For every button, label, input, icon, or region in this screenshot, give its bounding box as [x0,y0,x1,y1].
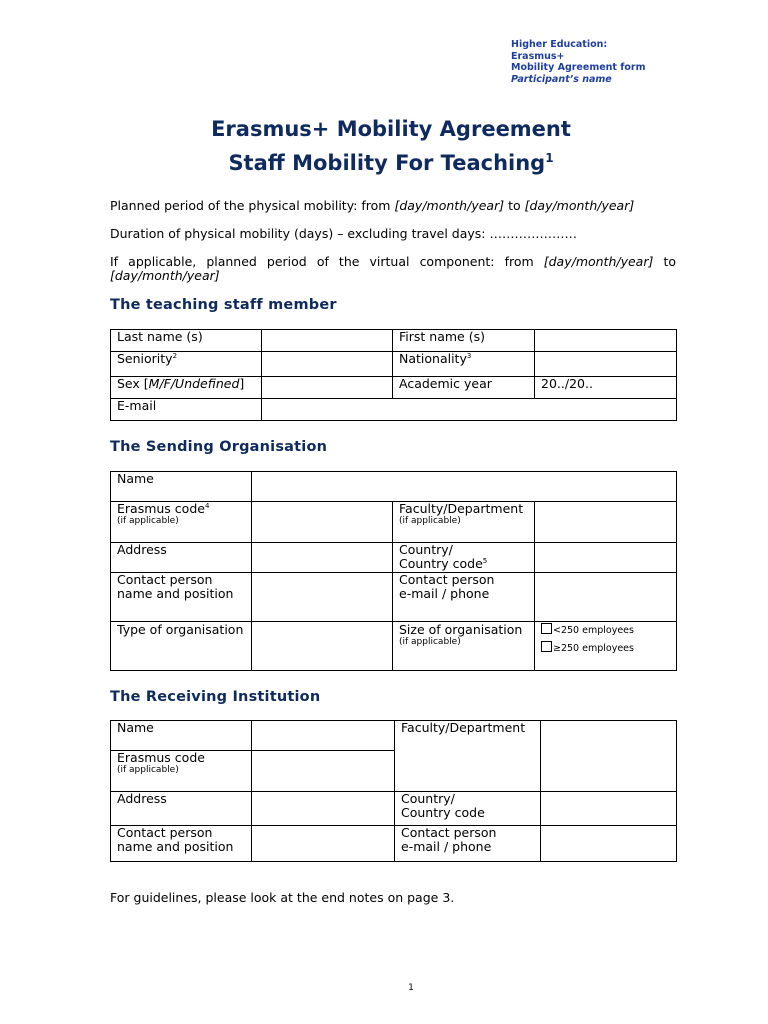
seniority-label [111,352,262,377]
receiving-contact-email-label [395,826,541,862]
if-applicable-note: (if applicable) [117,765,179,775]
receiving-address-label: Address [111,792,252,826]
sending-type-org-label: Type of organisation [111,622,252,671]
size-option-large[interactable] [541,640,676,658]
sending-name-field[interactable] [252,472,677,502]
section-heading-receiving: The Receiving Institution [110,689,321,705]
first-name-label: First name (s) [393,330,535,352]
sending-contact-email-label [393,573,535,622]
sex-options: M/F/Undefined [148,376,240,391]
receiving-contact-field[interactable] [252,826,395,862]
sex-suffix: ] [239,376,245,391]
receiving-faculty-field[interactable] [541,721,677,792]
header-line-erasmus: Erasmus+ [511,50,565,62]
faculty-text: Faculty/Department [399,501,524,516]
country-line1: Country/ [399,542,453,557]
page-title: Erasmus+ Mobility Agreement [211,117,571,141]
size-option-small[interactable] [541,622,676,640]
planned-period-physical [110,198,676,213]
sending-address-field[interactable] [252,543,393,573]
footnote-ref-2: 2 [172,351,178,360]
virtual-to-label: to [653,254,676,269]
sending-table [110,471,677,671]
erasmus-code-text: Erasmus code [117,501,205,516]
subtitle-text: Staff Mobility For Teaching [228,151,546,175]
faculty-note: (if applicable) [399,516,461,526]
sending-contact-label [111,573,252,622]
header-line-form: Mobility Agreement form [511,62,646,73]
sending-country-label [393,543,535,573]
table-row [111,399,677,421]
sending-type-org-field[interactable] [252,622,393,671]
contact-email-line2: e-mail / phone [399,586,490,601]
contact-line1: Contact person [117,825,213,840]
footnote-ref-3: 3 [466,351,472,360]
header-line-program: Higher Education: [511,39,608,50]
sending-size-org-label [393,622,535,671]
receiving-country-label [395,792,541,826]
last-name-field[interactable] [262,330,393,352]
table-row [111,352,677,377]
table-row [111,472,677,502]
footnote-ref-4: 4 [204,501,210,510]
checkbox-icon[interactable] [541,623,552,634]
sending-erasmus-code-field[interactable] [252,502,393,543]
table-row [111,721,677,751]
sending-erasmus-code-label [111,502,252,543]
if-applicable-note: (if applicable) [117,516,179,526]
contact-line2: name and position [117,839,234,854]
email-label: E-mail [111,399,262,421]
receiving-erasmus-code-field[interactable] [252,751,395,792]
size-org-note: (if applicable) [399,637,461,647]
virtual-date-to-placeholder[interactable]: [day/month/year] [110,268,220,283]
erasmus-code-text: Erasmus code [117,750,205,765]
contact-line1: Contact person [117,572,213,587]
nationality-label [393,352,535,377]
sending-name-label: Name [111,472,252,502]
receiving-name-field[interactable] [252,721,395,751]
virtual-period-line1 [110,254,676,269]
date-to-placeholder[interactable]: [day/month/year] [524,198,635,213]
footnote-ref-5: 5 [482,556,488,565]
virtual-period-label: If applicable, planned period of the virtual component: from [110,254,544,269]
planned-period-label: Planned period of the physical mobility: from [110,198,395,213]
section-heading-staff: The teaching staff member [110,297,337,313]
contact-email-line2: e-mail / phone [401,839,492,854]
academic-year-field[interactable]: 20../20.. [535,377,677,399]
email-field[interactable] [262,399,677,421]
size-option-large-label: ≥250 employees [553,643,634,654]
checkbox-icon[interactable] [541,641,552,652]
last-name-label: Last name (s) [111,330,262,352]
receiving-contact-email-field[interactable] [541,826,677,862]
sending-country-field[interactable] [535,543,677,573]
nationality-field[interactable] [535,352,677,377]
table-row [111,573,677,622]
contact-line2: name and position [117,586,234,601]
nationality-text: Nationality [399,351,467,366]
country-line2: Country code [401,805,485,820]
sending-address-label: Address [111,543,252,573]
sending-faculty-field[interactable] [535,502,677,543]
country-line2: Country code [399,556,483,571]
seniority-field[interactable] [262,352,393,377]
sending-contact-email-field[interactable] [535,573,677,622]
page-subtitle [0,151,768,175]
first-name-field[interactable] [535,330,677,352]
country-line1: Country/ [401,791,455,806]
table-row [111,543,677,573]
receiving-address-field[interactable] [252,792,395,826]
receiving-country-field[interactable] [541,792,677,826]
guidelines-note: For guidelines, please look at the end notes on page 3. [110,890,455,905]
sex-label [111,377,262,399]
sending-contact-field[interactable] [252,573,393,622]
table-row [111,502,677,543]
staff-table [110,329,677,421]
virtual-period-line2 [110,268,676,283]
receiving-name-label: Name [111,721,252,751]
size-option-small-label: <250 employees [553,625,634,636]
duration-physical: Duration of physical mobility (days) – excluding travel days: ………………… [110,226,577,241]
to-label: to [504,198,525,213]
sending-size-org-options [535,622,677,671]
sex-field[interactable] [262,377,393,399]
sex-prefix: Sex [ [117,376,149,391]
sending-faculty-label [393,502,535,543]
table-row [111,622,677,671]
size-org-text: Size of organisation [399,622,523,637]
page-number: 1 [408,983,414,993]
virtual-date-from-placeholder[interactable]: [day/month/year] [543,254,654,269]
receiving-erasmus-code-label [111,751,252,792]
header-participant-name: Participant’s name [511,73,612,85]
receiving-table [110,720,677,862]
academic-year-label: Academic year [393,377,535,399]
table-row [111,792,677,826]
date-from-placeholder[interactable]: [day/month/year] [394,198,505,213]
receiving-faculty-label: Faculty/Department [395,721,541,792]
table-row [111,377,677,399]
table-row [111,826,677,862]
receiving-contact-label [111,826,252,862]
section-heading-sending: The Sending Organisation [110,439,328,455]
footnote-ref-1: 1 [545,151,554,165]
seniority-text: Seniority [117,351,173,366]
contact-email-line1: Contact person [401,825,497,840]
contact-email-line1: Contact person [399,572,495,587]
document-header [511,39,646,85]
table-row [111,330,677,352]
